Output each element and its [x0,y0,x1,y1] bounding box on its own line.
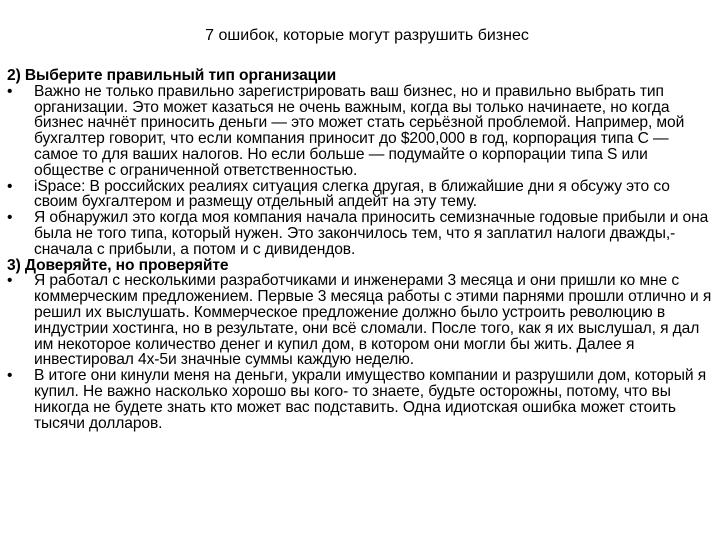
bullet-text: Я работал с несколькими разработчиками и инженерами 3 месяца и они пришли ко мне с коммерческим предложением. Первые 3 месяца работы с этими парнями прошли отлично и я решил их выслушать. Коммерческое предложение должно было устроить революцию в индустрии хостинга, но в результате, они всё сломали. После того, как я их выслушал, я дал им некоторое количество денег и купил дом, в котором они могли бы жить. Далее я инвестировал 4х-5и значные суммы каждую неделю. [34,272,712,369]
bullet-dot-icon: • [7,367,13,385]
bullet-item [7,210,715,257]
bullet-item [7,368,715,431]
bullet-text: iSpace: В российских реалиях ситуация слегка другая, в ближайшие дни я обсужу это со своим бухгалтером и размещу отдельный апдейт на эту тему. [34,177,670,211]
slide-body [7,68,715,431]
bullet-dot-icon: • [7,177,13,195]
bullet-dot-icon: • [7,82,13,100]
bullet-item [7,179,715,211]
bullet-dot-icon: • [7,209,13,227]
bullet-dot-icon: • [7,272,13,290]
bullet-text: Важно не только правильно зарегистрировать ваш бизнес, но и правильно выбрать тип организации. Это может казаться не очень важным, когда вы только начинаете, но когда бизнес начнёт приносить деньги — это может стать серьёзной проблемой. Например, мой бухгалтер говорит, что если компания приносит до $200,000 в год, корпорация типа С — самое то для ваших налогов. Но если больше — подумайте о корпорации типа S или обществе с ограниченной ответственностью. [34,82,685,179]
bullet-item [7,273,715,368]
bullet-item [7,84,715,179]
section-heading: 3) Доверяйте, но проверяйте [7,256,229,274]
bullet-text: Я обнаружил это когда моя компания начала приносить семизначные годовые прибыли и она была не того типа, который нужен. Это закончилось тем, что я заплатил налоги дважды,- сначала с прибыли, а потом и с дивидендов. [34,209,709,258]
page-title: 7 ошибок, которые могут разрушить бизнес [205,27,529,44]
section-heading: 2) Выберите правильный тип организации [7,67,337,84]
bullet-text: В итоге они кинули меня на деньги, украли имущество компании и разрушили дом, который я купил. Не важно насколько хорошо вы кого- то знаете, будьте осторожны, потому, что вы никогда не будете знать кто может вас подставить. Одна идиотская ошибка может стоить тысячи долларов. [34,367,707,432]
